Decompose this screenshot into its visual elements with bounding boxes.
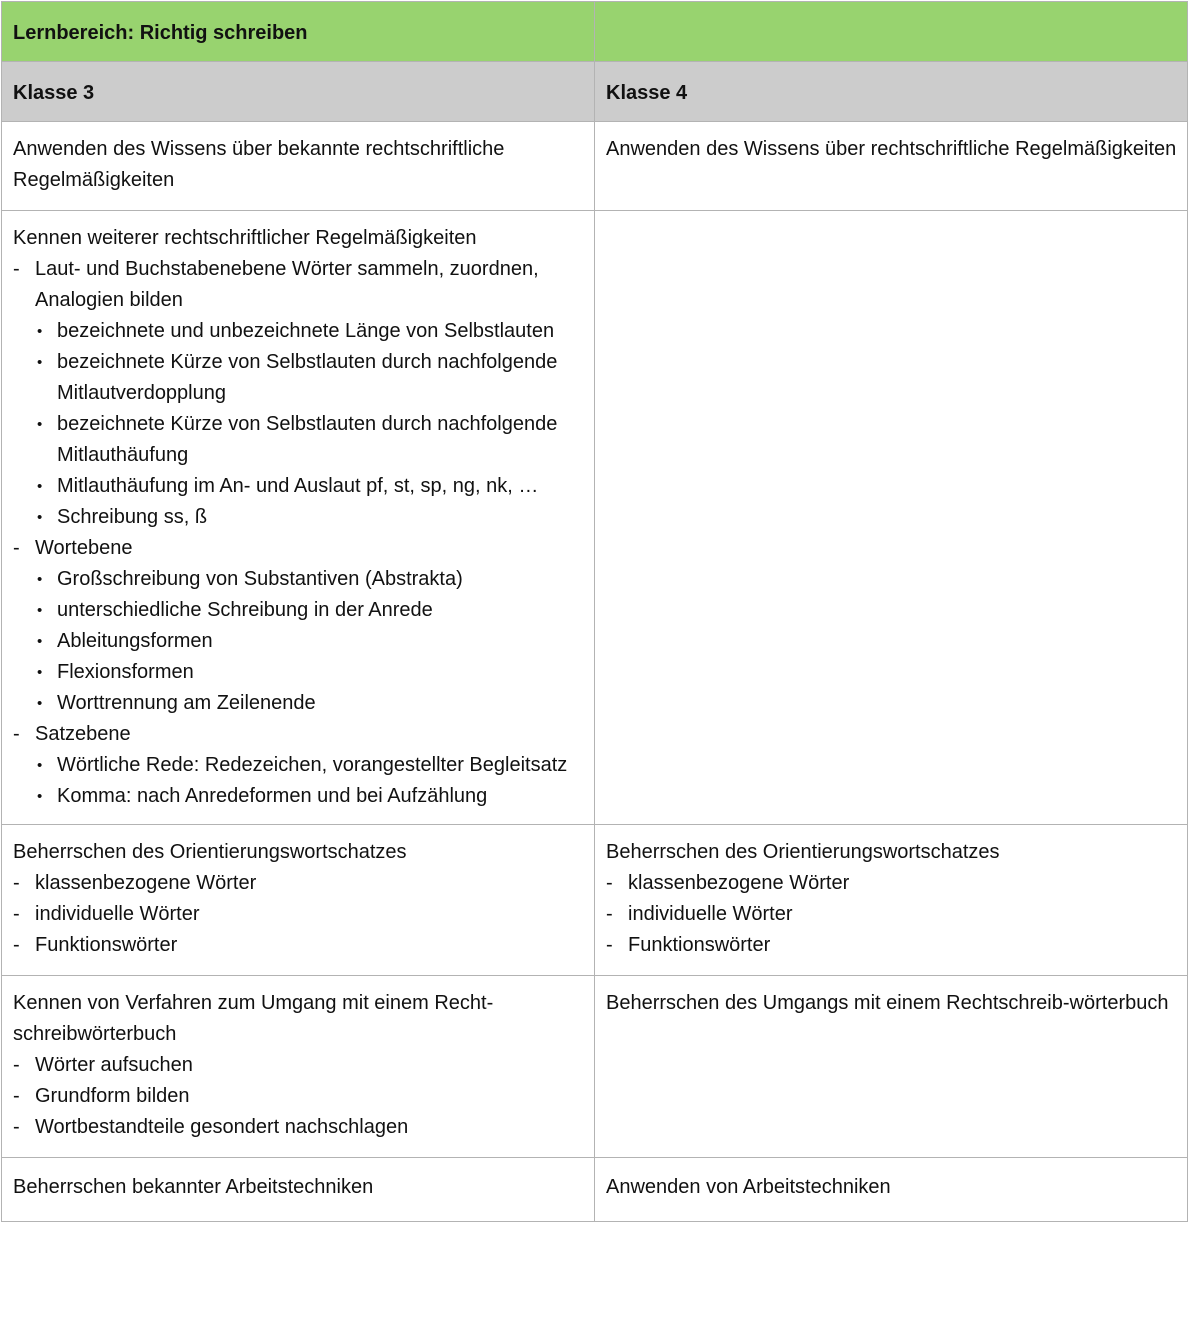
cell-klasse-3 — [2, 825, 595, 976]
dash-list-item: - klassenbezogene Wörter — [606, 868, 1177, 899]
curriculum-table — [1, 1, 1188, 1222]
bullet-item: • Großschreibung von Substantiven (Abstrakta) — [35, 564, 584, 595]
cell-heading: Anwenden von Arbeitstechniken — [606, 1176, 891, 1198]
bullet-item: • Worttrennung am Zeilenende — [35, 688, 584, 719]
bullet-item: • Wörtliche Rede: Redezeichen, vorangestellter Begleitsatz — [35, 750, 584, 781]
dash-list-item — [13, 254, 584, 533]
title-row — [2, 2, 1188, 62]
dash-list — [13, 868, 584, 961]
bullet-item: • bezeichnete Kürze von Selbstlauten durch nachfolgende Mitlautverdopplung — [35, 347, 584, 409]
dash-list-item: - Funktionswörter — [606, 930, 1177, 961]
cell-klasse-3 — [2, 211, 595, 825]
column-header-klasse-4: Klasse 4 — [595, 62, 1188, 122]
table-row — [2, 1158, 1188, 1222]
bullet-item: • Schreibung ss, ß — [35, 502, 584, 533]
cell-heading: Beherrschen des Orientierungswortschatzes — [13, 841, 407, 863]
dash-list — [13, 254, 584, 812]
dash-list-item: - individuelle Wörter — [13, 899, 584, 930]
cell-heading: Anwenden des Wissens über bekannte rechtschriftliche Regelmäßigkeiten — [13, 138, 505, 191]
dash-list — [13, 1050, 584, 1143]
dash-list-item — [13, 533, 584, 719]
bullet-item: • Mitlauthäufung im An- und Auslaut pf, st, sp, ng, nk, … — [35, 471, 584, 502]
group-label: - Laut- und Buchstabenebene Wörter sammeln, zuordnen, Analogien bilden — [35, 258, 539, 311]
bullet-list — [35, 316, 584, 533]
dash-list-item: - Funktionswörter — [13, 930, 584, 961]
table-row — [2, 211, 1188, 825]
cell-klasse-4 — [595, 976, 1188, 1158]
bullet-item: • Ableitungsformen — [35, 626, 584, 657]
cell-klasse-4 — [595, 122, 1188, 211]
cell-heading: Kennen weiterer rechtschriftlicher Regelmäßigkeiten — [13, 227, 477, 249]
cell-klasse-4 — [595, 1158, 1188, 1222]
cell-klasse-3 — [2, 122, 595, 211]
bullet-item: • Komma: nach Anredeformen und bei Aufzählung — [35, 781, 584, 812]
table-row — [2, 976, 1188, 1158]
dash-list-item: - klassenbezogene Wörter — [13, 868, 584, 899]
cell-klasse-4 — [595, 211, 1188, 825]
dash-list-item: - Wortbestandteile gesondert nachschlagen — [13, 1112, 584, 1143]
bullet-item: • unterschiedliche Schreibung in der Anrede — [35, 595, 584, 626]
cell-heading: Beherrschen des Umgangs mit einem Rechtschreib-wörterbuch — [606, 992, 1169, 1014]
dash-list-item: - Grundform bilden — [13, 1081, 584, 1112]
dash-list-item — [13, 719, 584, 812]
cell-klasse-4 — [595, 825, 1188, 976]
cell-heading: Beherrschen bekannter Arbeitstechniken — [13, 1176, 374, 1198]
dash-list-item: - Wörter aufsuchen — [13, 1050, 584, 1081]
cell-klasse-3 — [2, 976, 595, 1158]
cell-klasse-3 — [2, 1158, 595, 1222]
dash-list — [606, 868, 1177, 961]
group-label: - Satzebene — [35, 723, 131, 745]
column-header-klasse-3: Klasse 3 — [2, 62, 595, 122]
group-label: - Wortebene — [35, 537, 133, 559]
table-title-right — [595, 2, 1188, 62]
table-row — [2, 122, 1188, 211]
bullet-list — [35, 750, 584, 812]
table-row — [2, 825, 1188, 976]
cell-heading: Beherrschen des Orientierungswortschatzes — [606, 841, 1000, 863]
dash-list-item: - individuelle Wörter — [606, 899, 1177, 930]
bullet-list — [35, 564, 584, 719]
bullet-item: • bezeichnete Kürze von Selbstlauten durch nachfolgende Mitlauthäufung — [35, 409, 584, 471]
bullet-item: • Flexionsformen — [35, 657, 584, 688]
cell-heading: Anwenden des Wissens über rechtschriftliche Regelmäßigkeiten — [606, 138, 1177, 160]
cell-heading: Kennen von Verfahren zum Umgang mit einem Recht-schreibwörterbuch — [13, 992, 494, 1045]
bullet-item: • bezeichnete und unbezeichnete Länge von Selbstlauten — [35, 316, 584, 347]
column-header-row — [2, 62, 1188, 122]
table-title: Lernbereich: Richtig schreiben — [2, 2, 595, 62]
